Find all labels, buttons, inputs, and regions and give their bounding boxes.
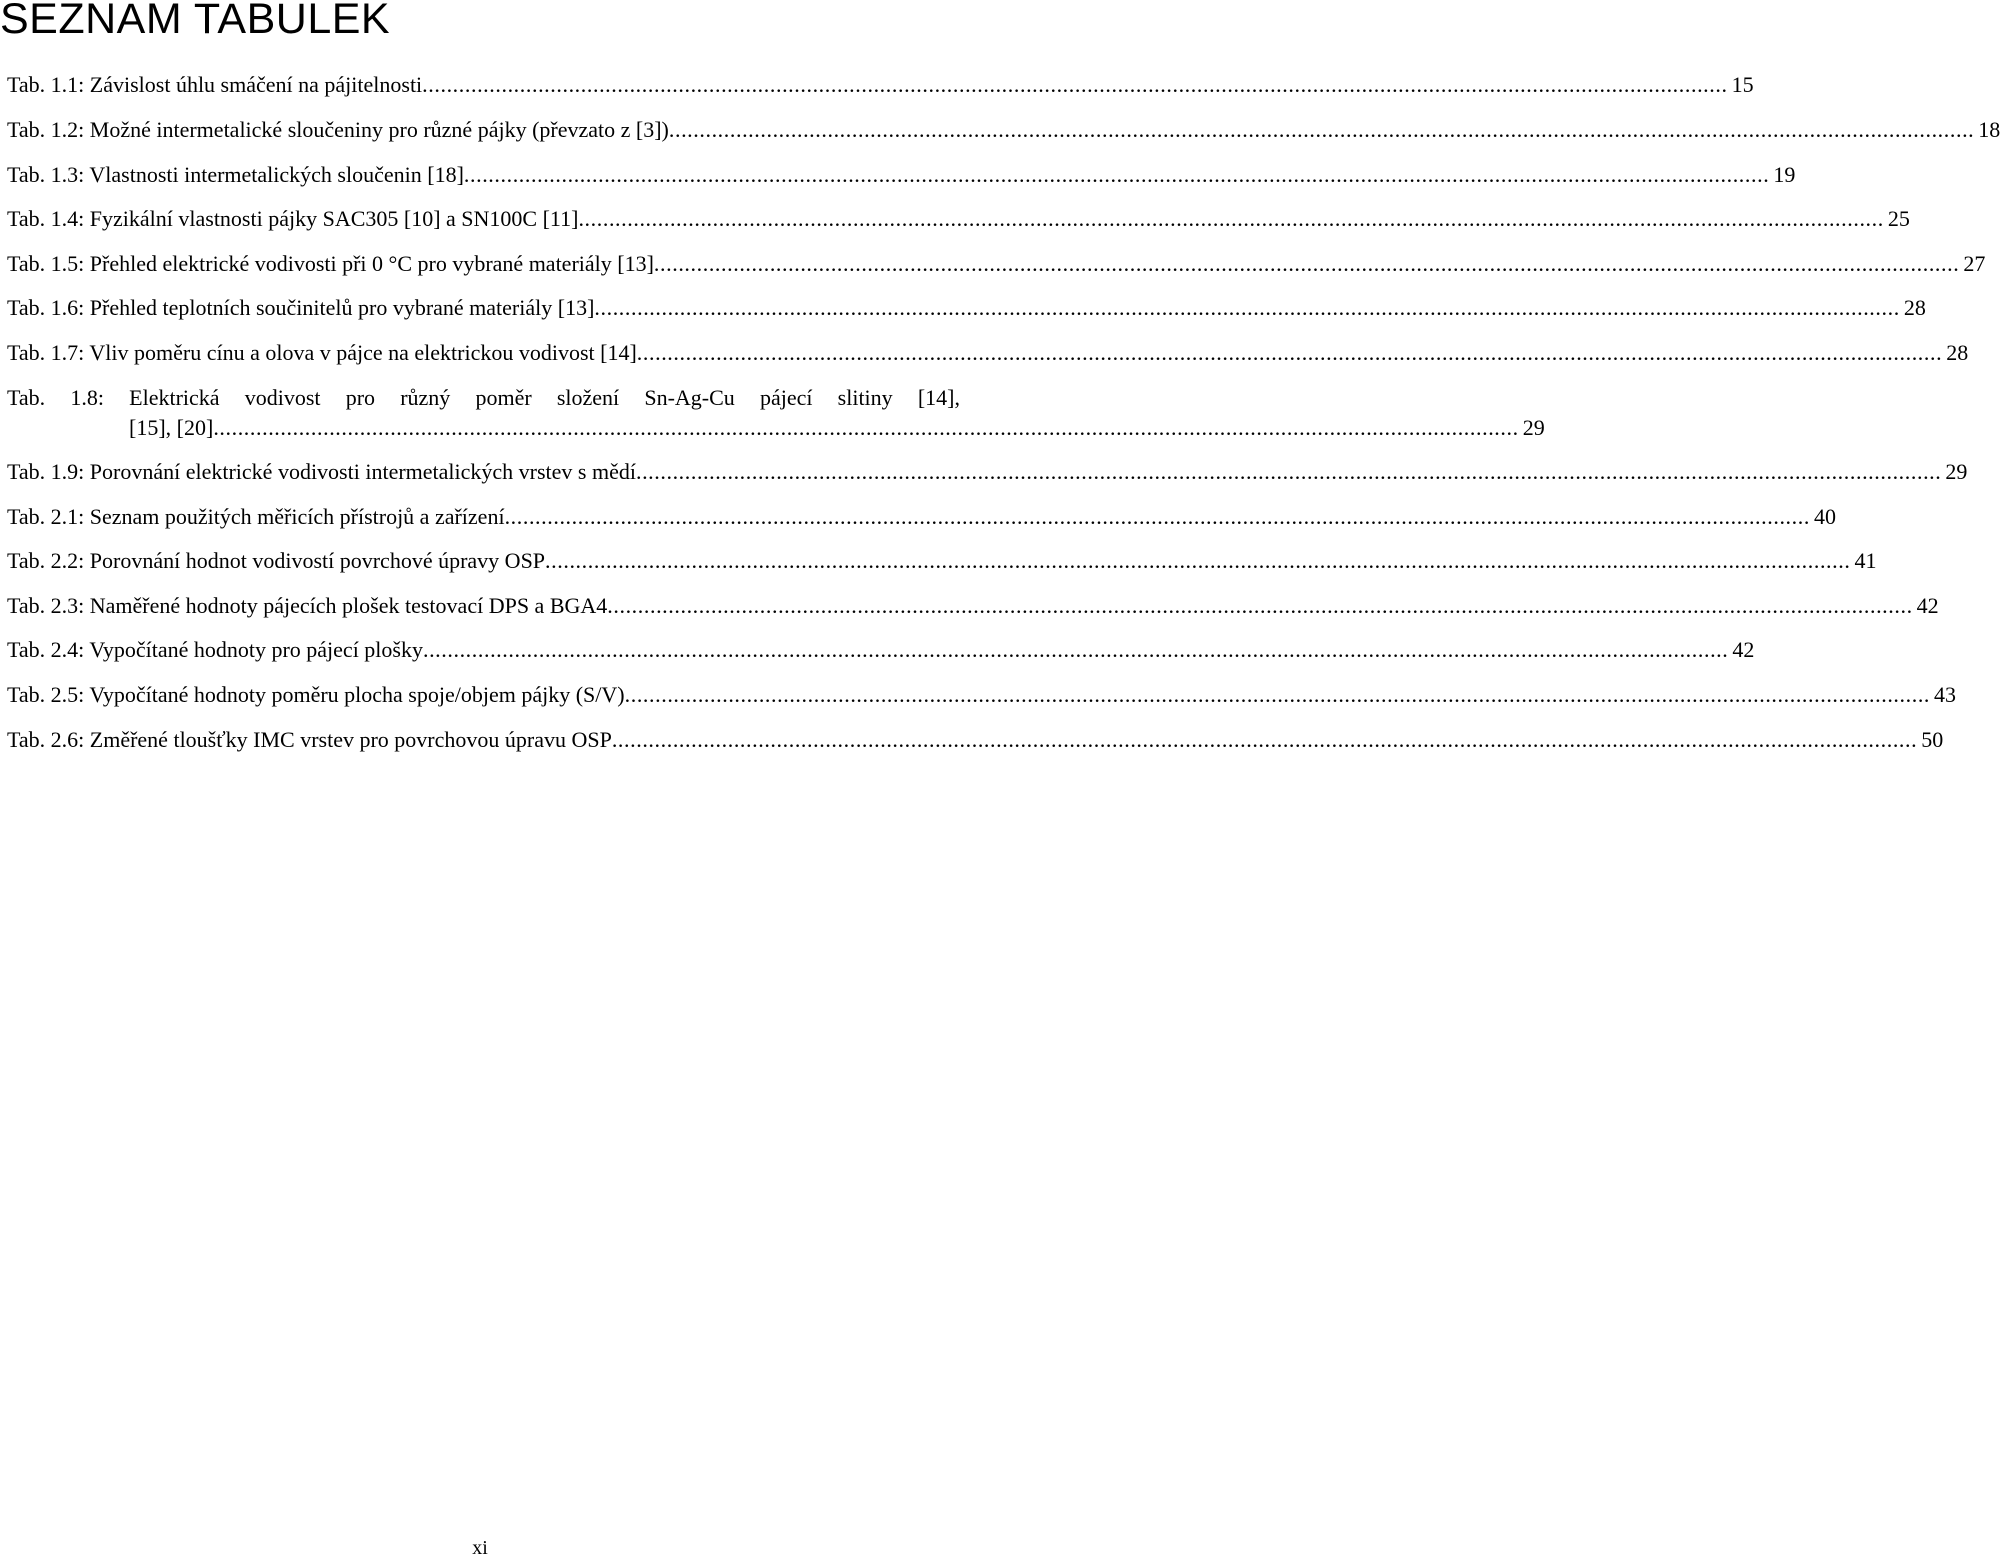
toc-entry-tab-1-7[interactable]: [7, 338, 1969, 368]
toc-entry-text: Tab. 1.1: Závislost úhlu smáčení na pájitelnosti: [7, 72, 423, 97]
toc-entry-text: Tab. 1.2: Možné intermetalické sloučeniny pro různé pájky (převzato z [3]): [7, 117, 669, 142]
dot-leader: [422, 70, 1727, 100]
toc-entry-text: Tab. 2.4: Vypočítané hodnoty pro pájecí plošky: [7, 637, 423, 662]
toc-page-number: 29: [1945, 459, 1968, 484]
dot-leader: [612, 725, 1917, 755]
page-title: SEZNAM TABULEK: [0, 0, 391, 43]
toc-entry-word: 1.8:: [70, 385, 104, 410]
toc-page-number: 43: [1934, 682, 1957, 707]
toc-page-number: 29: [1522, 415, 1545, 440]
toc-entry-word: různý: [400, 385, 451, 410]
toc-entry-tab-1-9[interactable]: [7, 457, 1968, 487]
toc-page-number: 42: [1732, 637, 1755, 662]
toc-entry-first-line: [7, 383, 960, 413]
dot-leader: [578, 204, 1883, 234]
toc-entry-text: Tab. 1.6: Přehled teplotních součinitelů pro vybrané materiály [13]: [7, 295, 595, 320]
dot-leader: [669, 115, 1974, 145]
toc-entry-text: Tab. 1.3: Vlastnosti intermetalických sloučenin [18]: [7, 162, 464, 187]
toc-entry-text: Tab. 2.6: Změřené tloušťky IMC vrstev pro povrchovou úpravu OSP: [7, 727, 612, 752]
toc-entry-tab-1-5[interactable]: [7, 249, 1986, 279]
toc-page-number: 40: [1813, 504, 1836, 529]
toc-entry-tab-2-1[interactable]: [7, 502, 1836, 532]
dot-leader: [505, 502, 1810, 532]
toc-page-number: 42: [1916, 593, 1939, 618]
toc-entry-tab-1-2[interactable]: [7, 115, 2000, 145]
toc-entry-text: Tab. 1.5: Přehled elektrické vodivosti při 0 °C pro vybrané materiály [13]: [7, 251, 654, 276]
toc-entry-word: slitiny: [837, 385, 893, 410]
toc-entry-word: pro: [345, 385, 376, 410]
toc-page-number: 15: [1731, 72, 1754, 97]
toc-entry-word: složení: [556, 385, 620, 410]
toc-page-number: 27: [1963, 251, 1986, 276]
dot-leader: [636, 457, 1941, 487]
dot-leader: [423, 635, 1728, 665]
toc-entry-tab-1-6[interactable]: [7, 293, 1926, 323]
toc-entry-tab-1-4[interactable]: [7, 204, 1910, 234]
dot-leader: [464, 160, 1769, 190]
toc-entry-tab-2-6[interactable]: [7, 725, 1944, 755]
toc-entry-text: Tab. 1.4: Fyzikální vlastnosti pájky SAC305 [10] a SN100C [11]: [7, 206, 579, 231]
dot-leader: [625, 680, 1930, 710]
dot-leader: [213, 413, 1518, 443]
footer-page-number: xi: [472, 1537, 488, 1559]
toc-entry-text: Tab. 2.2: Porovnání hodnot vodivostí povrchové úpravy OSP: [7, 548, 546, 573]
toc-entry-tab-2-3[interactable]: [7, 591, 1939, 621]
toc-entry-tab-1-3[interactable]: [7, 160, 1796, 190]
toc-entry-word: poměr: [475, 385, 532, 410]
toc-entry-word: pájecí: [759, 385, 813, 410]
toc-entry-word: Elektrická: [129, 385, 220, 410]
toc-page-number: 28: [1903, 295, 1926, 320]
toc-entry-text: Tab. 1.9: Porovnání elektrické vodivosti intermetalických vrstev s mědí: [7, 459, 636, 484]
toc-entry-text: Tab. 2.5: Vypočítané hodnoty poměru plocha spoje/objem pájky (S/V): [7, 682, 625, 707]
dot-leader: [545, 546, 1850, 576]
toc-entry-tab-2-2[interactable]: [7, 546, 1877, 576]
dot-leader: [637, 338, 1942, 368]
toc-entry-tab-2-4[interactable]: [7, 635, 1755, 665]
toc-entry-word: [14],: [917, 385, 960, 410]
toc-entry-text: [15], [20]: [129, 415, 214, 440]
toc-entry-text: Tab. 2.1: Seznam použitých měřicích přístrojů a zařízení: [7, 504, 505, 529]
toc-entry-text: Tab. 2.3: Naměřené hodnoty pájecích plošek testovací DPS a BGA4: [7, 593, 608, 618]
toc-entry-tab-2-5[interactable]: [7, 680, 1957, 710]
toc-entry-text: Tab. 1.7: Vliv poměru cínu a olova v pájce na elektrickou vodivost [14]: [7, 340, 637, 365]
toc-page-number: 41: [1854, 548, 1877, 573]
toc-page-number: 19: [1773, 162, 1796, 187]
dot-leader: [654, 249, 1959, 279]
dot-leader: [607, 591, 1912, 621]
toc-page-number: 18: [1978, 117, 2000, 142]
toc-entry-tab-1-8[interactable]: [7, 383, 1545, 443]
dot-leader: [594, 293, 1899, 323]
toc-page-number: 25: [1887, 206, 1910, 231]
toc-entry-word: Sn-Ag-Cu: [644, 385, 735, 410]
toc-entry-word: Tab.: [7, 385, 46, 410]
toc-entry-word: vodivost: [244, 385, 321, 410]
toc-page-number: 50: [1921, 727, 1944, 752]
toc-entry-tab-1-1[interactable]: [7, 70, 1754, 100]
toc-page-number: 28: [1946, 340, 1969, 365]
